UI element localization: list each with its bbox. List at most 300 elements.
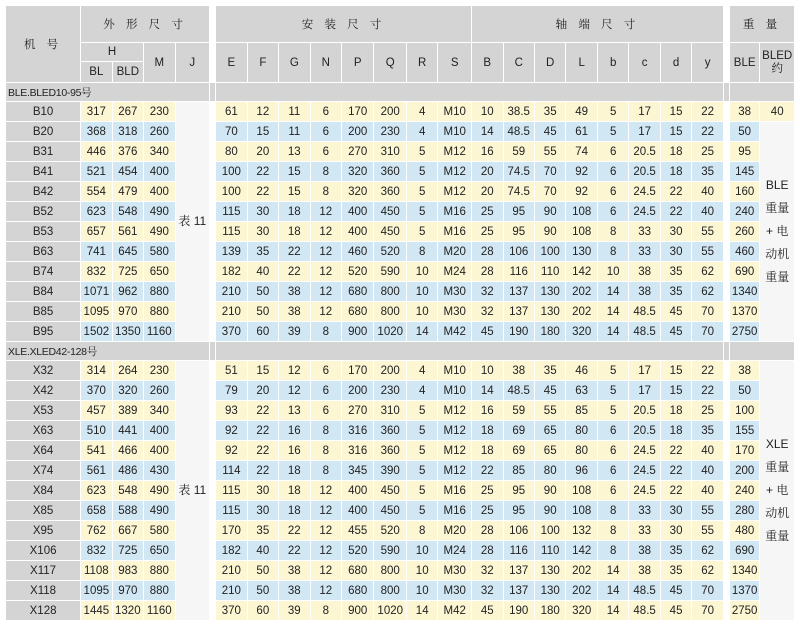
section-header-row — [6, 83, 795, 102]
value-cell: 80 — [216, 142, 247, 162]
value-cell: 6 — [310, 102, 341, 122]
value-cell: 62 — [692, 561, 724, 581]
value-cell: 230 — [144, 102, 175, 122]
table-row — [6, 322, 795, 342]
value-cell: 95 — [503, 501, 534, 521]
value-cell: 115 — [216, 481, 247, 501]
value-cell: 30 — [660, 242, 691, 262]
weight-cell: 240 — [729, 202, 759, 222]
value-cell: 430 — [144, 461, 175, 481]
value-cell: 970 — [112, 581, 143, 601]
value-cell: 310 — [374, 142, 406, 162]
value-cell: 623 — [81, 481, 112, 501]
value-cell: 35 — [247, 521, 278, 541]
table-row — [6, 401, 795, 421]
table-row — [6, 242, 795, 262]
value-cell: 24.5 — [629, 441, 660, 461]
table-row — [6, 222, 795, 242]
value-cell: 24.5 — [629, 481, 660, 501]
value-cell: 450 — [374, 202, 406, 222]
value-cell: 400 — [342, 222, 374, 242]
weight-cell: 38 — [729, 102, 759, 122]
value-cell: 368 — [81, 122, 112, 142]
value-cell: 479 — [112, 182, 143, 202]
value-cell: 202 — [566, 282, 597, 302]
value-cell: 8 — [310, 461, 341, 481]
value-cell: 18 — [660, 421, 691, 441]
value-cell: 400 — [144, 162, 175, 182]
table-row — [6, 561, 795, 581]
value-cell: 18 — [660, 162, 691, 182]
value-cell: 137 — [503, 282, 534, 302]
value-cell: 32 — [472, 302, 503, 322]
col-header-y: y — [692, 43, 724, 83]
value-cell: 6 — [597, 421, 628, 441]
value-cell: 12 — [310, 242, 341, 262]
value-cell: 14 — [472, 122, 503, 142]
value-cell: 1445 — [81, 601, 112, 621]
value-cell: 15 — [660, 361, 691, 381]
col-header-BL: BL — [81, 62, 112, 83]
weight-cell: 95 — [729, 142, 759, 162]
table-row — [6, 541, 795, 561]
value-cell: 5 — [406, 481, 437, 501]
value-cell: 317 — [81, 102, 112, 122]
value-cell: 108 — [566, 501, 597, 521]
value-cell: 22 — [660, 202, 691, 222]
value-cell: 33 — [629, 521, 660, 541]
value-cell: 400 — [144, 182, 175, 202]
value-cell: M30 — [438, 581, 472, 601]
model-cell: X84 — [6, 481, 81, 501]
value-cell: 1160 — [144, 601, 175, 621]
value-cell: 28 — [472, 521, 503, 541]
value-cell: M16 — [438, 202, 472, 222]
value-cell: 12 — [310, 222, 341, 242]
value-cell: 4 — [406, 381, 437, 401]
value-cell: 22 — [692, 381, 724, 401]
value-cell: 45 — [472, 601, 503, 621]
dimension-table-wrapper — [5, 5, 795, 621]
weight-ble-header: BLE — [729, 43, 759, 83]
value-cell: 202 — [566, 581, 597, 601]
value-cell: 32 — [472, 282, 503, 302]
value-cell: 18 — [472, 421, 503, 441]
value-cell: M12 — [438, 401, 472, 421]
value-cell: 10 — [406, 282, 437, 302]
value-cell: 24.5 — [629, 202, 660, 222]
value-cell: 108 — [566, 481, 597, 501]
model-cell: X74 — [6, 461, 81, 481]
value-cell: 90 — [534, 202, 565, 222]
value-cell: 360 — [374, 182, 406, 202]
weight-cell: 1340 — [729, 561, 759, 581]
value-cell: 6 — [597, 481, 628, 501]
value-cell: 12 — [310, 481, 341, 501]
value-cell: 18 — [279, 481, 310, 501]
value-cell: 880 — [144, 561, 175, 581]
value-cell: 12 — [310, 541, 341, 561]
value-cell: 15 — [660, 102, 691, 122]
col-header-J: J — [175, 43, 210, 83]
value-cell: 25 — [472, 222, 503, 242]
bled-weight-cell: 40 — [760, 102, 795, 122]
value-cell: 200 — [342, 381, 374, 401]
value-cell: 30 — [660, 501, 691, 521]
value-cell: M12 — [438, 162, 472, 182]
value-cell: 30 — [247, 481, 278, 501]
section-band — [216, 83, 724, 102]
value-cell: 12 — [310, 302, 341, 322]
weight-cell: 460 — [729, 242, 759, 262]
value-cell: 376 — [112, 142, 143, 162]
model-cell: X106 — [6, 541, 81, 561]
value-cell: 5 — [597, 401, 628, 421]
value-cell: 880 — [144, 581, 175, 601]
value-cell: 12 — [279, 361, 310, 381]
value-cell: 40 — [692, 202, 724, 222]
value-cell: 15 — [247, 122, 278, 142]
table-row — [6, 302, 795, 322]
value-cell: 320 — [342, 162, 374, 182]
value-cell: 139 — [216, 242, 247, 262]
value-cell: 85 — [566, 401, 597, 421]
value-cell: 137 — [503, 302, 534, 322]
table-row — [6, 262, 795, 282]
model-cell: B84 — [6, 282, 81, 302]
value-cell: 14 — [597, 302, 628, 322]
value-cell: 170 — [216, 521, 247, 541]
value-cell: 25 — [692, 401, 724, 421]
value-cell: 360 — [374, 441, 406, 461]
value-cell: 40 — [692, 182, 724, 202]
value-cell: 554 — [81, 182, 112, 202]
value-cell: 345 — [342, 461, 374, 481]
value-cell: 200 — [342, 122, 374, 142]
value-cell: 11 — [279, 122, 310, 142]
table-row — [6, 441, 795, 461]
model-cell: B85 — [6, 302, 81, 322]
value-cell: 320 — [342, 182, 374, 202]
weight-cell: 170 — [729, 441, 759, 461]
value-cell: 95 — [503, 222, 534, 242]
weight-cell: 690 — [729, 262, 759, 282]
value-cell: 30 — [247, 501, 278, 521]
value-cell: 69 — [503, 441, 534, 461]
value-cell: 210 — [216, 302, 247, 322]
value-cell: 92 — [566, 162, 597, 182]
table-row — [6, 102, 795, 122]
value-cell: 108 — [566, 202, 597, 222]
value-cell: 390 — [374, 461, 406, 481]
col-header-R: R — [406, 43, 437, 83]
value-cell: 32 — [472, 561, 503, 581]
value-cell: 35 — [247, 242, 278, 262]
value-cell: 12 — [310, 262, 341, 282]
value-cell: 645 — [112, 242, 143, 262]
value-cell: 6 — [310, 361, 341, 381]
value-cell: 658 — [81, 501, 112, 521]
value-cell: 5 — [406, 401, 437, 421]
value-cell: 25 — [472, 481, 503, 501]
value-cell: 46 — [566, 361, 597, 381]
col-header-E: E — [216, 43, 247, 83]
value-cell: 100 — [216, 182, 247, 202]
value-cell: 70 — [692, 302, 724, 322]
value-cell: 130 — [534, 561, 565, 581]
value-cell: 8 — [597, 242, 628, 262]
value-cell: 8 — [406, 521, 437, 541]
value-cell: 116 — [503, 262, 534, 282]
value-cell: 38 — [503, 361, 534, 381]
value-cell: 20.5 — [629, 162, 660, 182]
value-cell: 38 — [629, 541, 660, 561]
weight-bled-header: BLED约 — [760, 43, 795, 83]
value-cell: 30 — [247, 222, 278, 242]
table-row — [6, 182, 795, 202]
value-cell: 106 — [503, 242, 534, 262]
value-cell: 8 — [310, 322, 341, 342]
model-cell: B20 — [6, 122, 81, 142]
value-cell: 18 — [660, 401, 691, 421]
value-cell: 59 — [503, 142, 534, 162]
value-cell: 115 — [216, 222, 247, 242]
h-header: H — [81, 43, 144, 62]
value-cell: 16 — [279, 441, 310, 461]
value-cell: 60 — [247, 601, 278, 621]
value-cell: 35 — [534, 361, 565, 381]
value-cell: 35 — [534, 102, 565, 122]
value-cell: 320 — [112, 381, 143, 401]
j-reference-note: 表 11 — [175, 102, 210, 342]
value-cell: 38 — [629, 262, 660, 282]
value-cell: 725 — [112, 262, 143, 282]
value-cell: 210 — [216, 561, 247, 581]
value-cell: M24 — [438, 262, 472, 282]
value-cell: 520 — [342, 541, 374, 561]
value-cell: 180 — [534, 601, 565, 621]
value-cell: 8 — [597, 222, 628, 242]
value-cell: 22 — [692, 122, 724, 142]
value-cell: 22 — [279, 242, 310, 262]
model-cell: X64 — [6, 441, 81, 461]
table-row — [6, 202, 795, 222]
value-cell: 8 — [310, 601, 341, 621]
value-cell: 38 — [279, 561, 310, 581]
value-cell: 115 — [216, 501, 247, 521]
col-header-d: d — [660, 43, 691, 83]
value-cell: 17 — [629, 361, 660, 381]
value-cell: 22 — [660, 182, 691, 202]
model-cell: B74 — [6, 262, 81, 282]
model-cell: B52 — [6, 202, 81, 222]
value-cell: 130 — [534, 302, 565, 322]
value-cell: 441 — [112, 421, 143, 441]
value-cell: 40 — [247, 262, 278, 282]
value-cell: 10 — [406, 561, 437, 581]
value-cell: 15 — [660, 381, 691, 401]
value-cell: 741 — [81, 242, 112, 262]
value-cell: 8 — [310, 421, 341, 441]
value-cell: 16 — [279, 421, 310, 441]
value-cell: 490 — [144, 501, 175, 521]
model-cell: B42 — [6, 182, 81, 202]
value-cell: 80 — [566, 421, 597, 441]
value-cell: 45 — [660, 302, 691, 322]
weight-cell: 280 — [729, 501, 759, 521]
col-header-G: G — [279, 43, 310, 83]
value-cell: 310 — [374, 401, 406, 421]
value-cell: 12 — [279, 381, 310, 401]
col-header-L: L — [566, 43, 597, 83]
value-cell: 50 — [247, 302, 278, 322]
value-cell: 267 — [112, 102, 143, 122]
value-cell: 11 — [279, 102, 310, 122]
value-cell: 450 — [374, 501, 406, 521]
table-row — [6, 282, 795, 302]
table-body — [6, 83, 795, 621]
value-cell: 20.5 — [629, 142, 660, 162]
value-cell: 24.5 — [629, 461, 660, 481]
value-cell: 33 — [629, 501, 660, 521]
value-cell: 8 — [310, 182, 341, 202]
value-cell: 24.5 — [629, 182, 660, 202]
value-cell: 8 — [406, 242, 437, 262]
value-cell: 22 — [692, 102, 724, 122]
value-cell: 16 — [472, 401, 503, 421]
value-cell: 17 — [629, 381, 660, 401]
value-cell: 20 — [247, 381, 278, 401]
value-cell: 45 — [660, 581, 691, 601]
value-cell: 20.5 — [629, 421, 660, 441]
model-cell: B53 — [6, 222, 81, 242]
value-cell: 486 — [112, 461, 143, 481]
value-cell: 182 — [216, 262, 247, 282]
value-cell: 520 — [374, 521, 406, 541]
model-cell: B95 — [6, 322, 81, 342]
value-cell: 13 — [279, 142, 310, 162]
value-cell: 200 — [374, 102, 406, 122]
value-cell: 520 — [374, 242, 406, 262]
value-cell: 10 — [406, 302, 437, 322]
value-cell: 61 — [566, 122, 597, 142]
value-cell: M30 — [438, 282, 472, 302]
value-cell: 450 — [374, 481, 406, 501]
value-cell: 70 — [692, 581, 724, 601]
value-cell: 70 — [692, 601, 724, 621]
value-cell: 320 — [566, 601, 597, 621]
value-cell: 55 — [692, 242, 724, 262]
value-cell: 5 — [406, 441, 437, 461]
value-cell: 18 — [279, 461, 310, 481]
value-cell: 370 — [216, 601, 247, 621]
value-cell: 680 — [342, 302, 374, 322]
value-cell: 190 — [503, 601, 534, 621]
value-cell: 230 — [374, 122, 406, 142]
value-cell: 80 — [534, 461, 565, 481]
section-header-row — [6, 342, 795, 361]
value-cell: 360 — [374, 162, 406, 182]
value-cell: 60 — [247, 322, 278, 342]
value-cell: 8 — [597, 521, 628, 541]
value-cell: 962 — [112, 282, 143, 302]
value-cell: 74.5 — [503, 162, 534, 182]
value-cell: 541 — [81, 441, 112, 461]
value-cell: 12 — [247, 102, 278, 122]
value-cell: 17 — [629, 102, 660, 122]
model-cell: B41 — [6, 162, 81, 182]
value-cell: 35 — [660, 541, 691, 561]
value-cell: 370 — [216, 322, 247, 342]
model-cell: B63 — [6, 242, 81, 262]
value-cell: 170 — [342, 102, 374, 122]
value-cell: 6 — [597, 142, 628, 162]
value-cell: 5 — [597, 381, 628, 401]
value-cell: 62 — [692, 282, 724, 302]
weight-cell: 100 — [729, 401, 759, 421]
value-cell: 12 — [310, 282, 341, 302]
value-cell: 74 — [566, 142, 597, 162]
value-cell: 48.5 — [503, 381, 534, 401]
value-cell: 61 — [216, 102, 247, 122]
value-cell: 1160 — [144, 322, 175, 342]
value-cell: 1071 — [81, 282, 112, 302]
value-cell: M10 — [438, 102, 472, 122]
value-cell: M12 — [438, 142, 472, 162]
value-cell: 38 — [629, 282, 660, 302]
value-cell: 25 — [472, 501, 503, 521]
weight-side-note: BLE 重量 + 电动机 重量 — [760, 122, 795, 342]
value-cell: 14 — [597, 322, 628, 342]
table-row — [6, 122, 795, 142]
value-cell: 55 — [692, 501, 724, 521]
weight-cell: 38 — [729, 361, 759, 381]
value-cell: 18 — [472, 441, 503, 461]
value-cell: 680 — [342, 282, 374, 302]
value-cell: M30 — [438, 302, 472, 322]
value-cell: 110 — [534, 262, 565, 282]
value-cell: 8 — [310, 162, 341, 182]
table-row — [6, 461, 795, 481]
value-cell: 6 — [310, 142, 341, 162]
value-cell: 14 — [597, 561, 628, 581]
value-cell: 132 — [566, 521, 597, 541]
value-cell: 18 — [660, 142, 691, 162]
value-cell: 657 — [81, 222, 112, 242]
weight-cell: 2750 — [729, 601, 759, 621]
value-cell: 6 — [310, 122, 341, 142]
value-cell: 832 — [81, 262, 112, 282]
table-row — [6, 481, 795, 501]
value-cell: 900 — [342, 322, 374, 342]
value-cell: 33 — [629, 222, 660, 242]
value-cell: 314 — [81, 361, 112, 381]
dimension-table — [5, 5, 795, 621]
value-cell: 10 — [597, 262, 628, 282]
value-cell: 100 — [216, 162, 247, 182]
value-cell: 1350 — [112, 322, 143, 342]
value-cell: 22 — [279, 541, 310, 561]
value-cell: 12 — [310, 501, 341, 521]
value-cell: 49 — [566, 102, 597, 122]
value-cell: 180 — [534, 322, 565, 342]
value-cell: 130 — [534, 282, 565, 302]
value-cell: 20 — [247, 142, 278, 162]
value-cell: 74.5 — [503, 182, 534, 202]
weight-cell: 155 — [729, 421, 759, 441]
value-cell: 400 — [144, 441, 175, 461]
value-cell: 10 — [472, 102, 503, 122]
